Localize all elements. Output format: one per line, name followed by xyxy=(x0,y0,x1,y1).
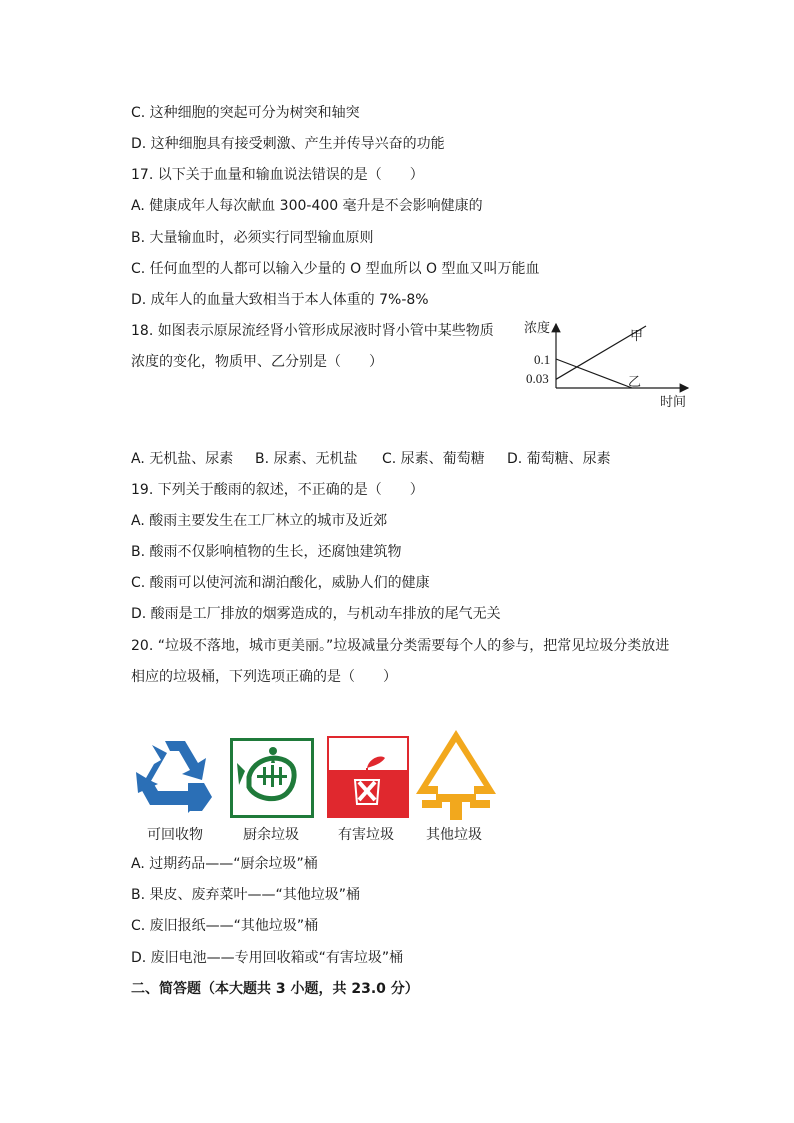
fish-bone-icon xyxy=(233,741,311,815)
y-tick-label-1: 0.03 xyxy=(526,371,549,386)
q19-option-a: A. 酸雨主要发生在工厂林立的城市及近郊 xyxy=(131,513,388,529)
q20-stem-line1: 20. “垃圾不落地，城市更美丽。”垃圾减量分类需要每个人的参与，把常见垃圾分类放进 xyxy=(131,638,670,654)
recycle-icon xyxy=(132,735,218,819)
q18-option-c: C. 尿素、葡萄糖 xyxy=(382,451,485,467)
q17-option-a: A. 健康成年人每次献血 300-400 毫升是不会影响健康的 xyxy=(131,198,483,214)
q17-option-c: C. 任何血型的人都可以输入少量的 O 型血所以 O 型血又叫万能血 xyxy=(131,261,540,277)
q19-stem: 19. 下列关于酸雨的叙述，不正确的是（ ） xyxy=(131,482,424,498)
x-axis-label: 时间 xyxy=(660,394,687,409)
hazard-bin-icon xyxy=(329,738,407,816)
y-tick-label-0: 0.1 xyxy=(534,352,551,367)
q18-option-b: B. 尿素、无机盐 xyxy=(255,451,358,467)
q17-stem: 17. 以下关于血量和输血说法错误的是（ ） xyxy=(131,167,424,183)
q18-stem-line1: 18. 如图表示原尿流经肾小管形成尿液时肾小管中某些物质 xyxy=(131,323,494,339)
q20-stem-line2: 相应的垃圾桶，下列选项正确的是（ ） xyxy=(131,669,397,685)
q20-option-b: B. 果皮、废弃菜叶——“其他垃圾”桶 xyxy=(131,887,361,903)
series-yi-line xyxy=(556,359,632,388)
q17-option-d: D. 成年人的血量大致相当于本人体重的 7%-8% xyxy=(131,292,429,308)
q19-option-b: B. 酸雨不仅影响植物的生长，还腐蚀建筑物 xyxy=(131,544,402,560)
q18-stem-line2: 浓度的变化，物质甲、乙分别是（ ） xyxy=(131,354,383,370)
q19-option-c: C. 酸雨可以使河流和湖泊酸化，威胁人们的健康 xyxy=(131,575,430,591)
bin-label-kitchen: 厨余垃圾 xyxy=(243,827,299,843)
kitchen-waste-icon xyxy=(230,738,314,818)
concentration-chart xyxy=(520,318,700,413)
y-axis-label: 浓度 xyxy=(524,320,551,335)
q18-option-a: A. 无机盐、尿素 xyxy=(131,451,234,467)
bin-label-other: 其他垃圾 xyxy=(426,827,482,843)
q17-option-b: B. 大量输血时，必须实行同型输血原则 xyxy=(131,230,374,246)
hazardous-waste-icon xyxy=(327,736,409,818)
q16-option-c: C. 这种细胞的突起可分为树突和轴突 xyxy=(131,105,360,121)
bin-label-recyclable: 可回收物 xyxy=(147,827,203,843)
section-2-heading: 二、简答题（本大题共 3 小题，共 23.0 分） xyxy=(131,981,419,997)
q19-option-d: D. 酸雨是工厂排放的烟雾造成的，与机动车排放的尾气无关 xyxy=(131,606,501,622)
q20-option-c: C. 废旧报纸——“其他垃圾”桶 xyxy=(131,918,319,934)
q20-option-d: D. 废旧电池——专用回收箱或“有害垃圾”桶 xyxy=(131,950,404,966)
series-jia-label: 甲 xyxy=(630,328,644,343)
bin-label-hazardous: 有害垃圾 xyxy=(338,827,394,843)
q16-option-d: D. 这种细胞具有接受刺激、产生并传导兴奋的功能 xyxy=(131,136,445,152)
other-waste-icon xyxy=(414,728,498,822)
series-yi-label: 乙 xyxy=(628,374,642,389)
q18-option-d: D. 葡萄糖、尿素 xyxy=(507,451,611,467)
q20-option-a: A. 过期药品——“厨余垃圾”桶 xyxy=(131,856,318,872)
